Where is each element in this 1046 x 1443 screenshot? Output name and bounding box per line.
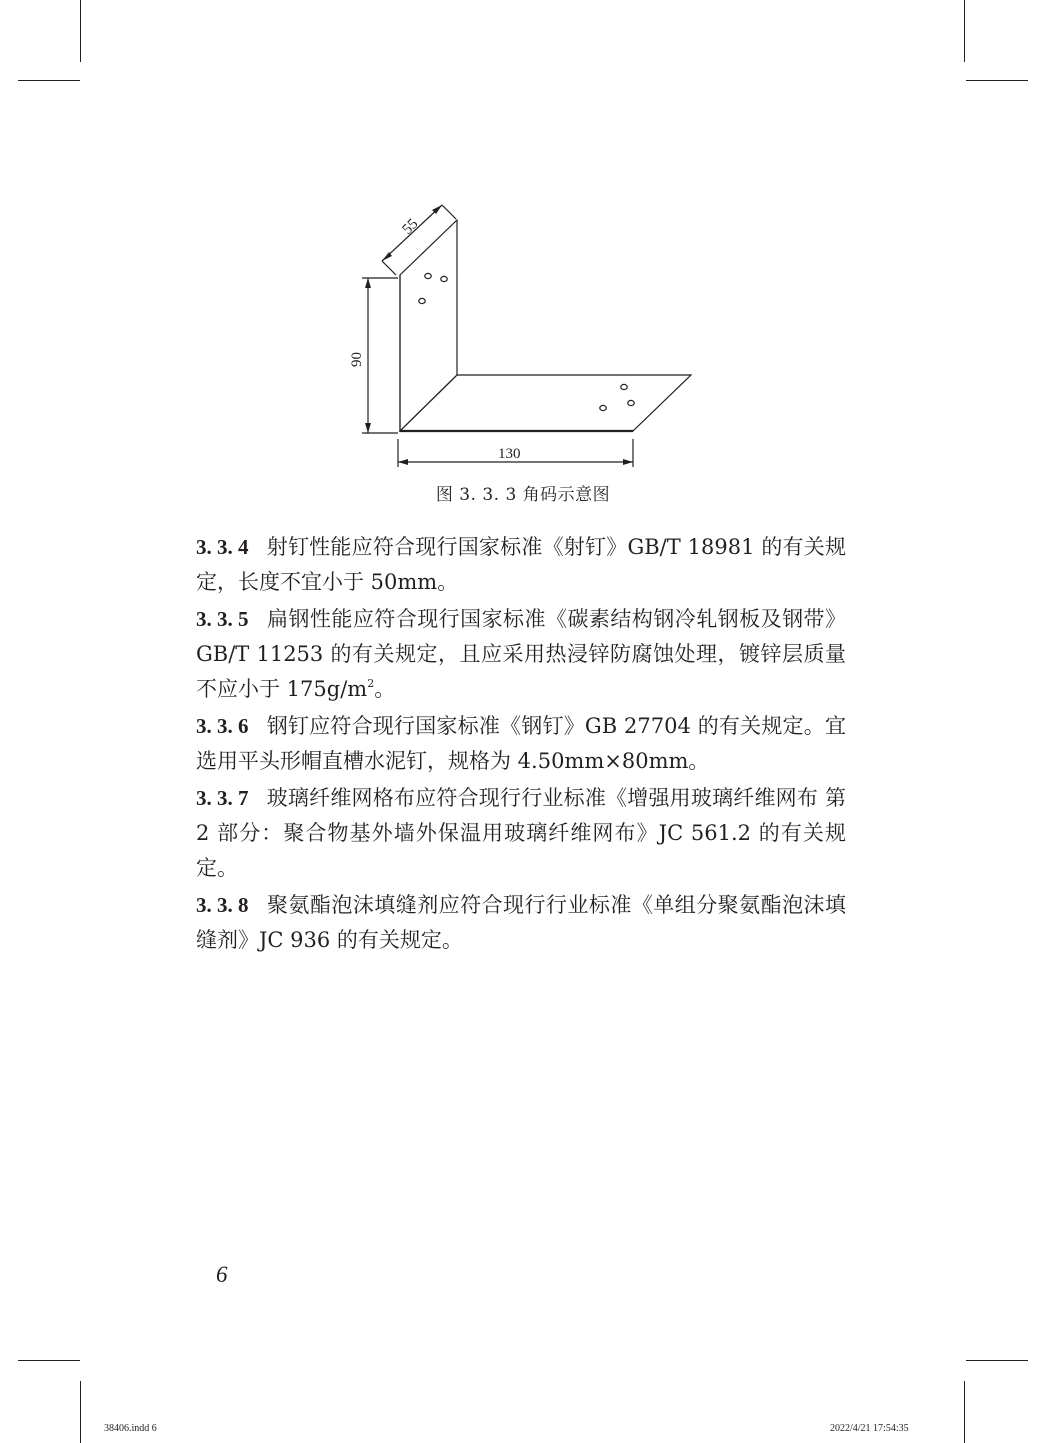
dimension-width-label: 55	[399, 215, 422, 238]
bracket-horizontal-leg	[400, 375, 691, 431]
clause-text: 聚氨酯泡沫填缝剂应符合现行行业标准《单组分聚氨酯泡沫填缝剂》JC 936 的有关规定。	[196, 893, 846, 952]
clause-text: 扁钢性能应符合现行国家标准《碳素结构钢冷轧钢板及钢带》GB/T 11253 的有关规定，且应采用热浸锌防腐蚀处理，镀锌层质量不应小于 175g/m	[196, 607, 846, 701]
page-number: 6	[216, 1262, 228, 1287]
angle-bracket-diagram	[340, 195, 710, 480]
crop-mark	[964, 0, 965, 62]
clause-3-3-5	[196, 602, 846, 707]
crop-mark	[18, 1360, 80, 1361]
clause-number: 3. 3. 6	[196, 714, 249, 738]
crop-mark	[80, 1381, 81, 1443]
clause-text: 射钉性能应符合现行国家标准《射钉》GB/T 18981 的有关规定，长度不宜小于 50mm。	[196, 535, 846, 594]
clause-3-3-6	[196, 709, 846, 779]
nail-hole	[628, 400, 634, 405]
clause-list	[196, 530, 846, 958]
crop-mark	[964, 1381, 965, 1443]
clause-3-3-4	[196, 530, 846, 600]
clause-number: 3. 3. 5	[196, 607, 249, 631]
clause-3-3-8	[196, 888, 846, 958]
clause-tail: 。	[374, 677, 396, 701]
clause-number: 3. 3. 4	[196, 535, 249, 559]
crop-mark	[966, 1360, 1028, 1361]
superscript: 2	[367, 677, 375, 690]
nail-hole	[425, 273, 431, 278]
bracket-vertical-leg	[400, 220, 457, 431]
nail-hole	[621, 384, 627, 389]
clause-text: 钢钉应符合现行国家标准《钢钉》GB 27704 的有关规定。宜选用平头形帽直槽水泥钉，规格为 4.50mm×80mm。	[196, 714, 846, 773]
crop-mark	[80, 0, 81, 62]
crop-mark	[18, 80, 80, 81]
nail-hole	[441, 276, 447, 281]
clause-text: 玻璃纤维网格布应符合现行行业标准《增强用玻璃纤维网布 第 2 部分：聚合物基外墙外保温用玻璃纤维网布》JC 561.2 的有关规定。	[196, 786, 846, 880]
nail-hole	[600, 405, 606, 410]
clause-3-3-7	[196, 781, 846, 886]
slug-filename: 38406.indd 6	[104, 1423, 157, 1434]
nail-hole	[419, 298, 425, 303]
clause-number: 3. 3. 8	[196, 893, 249, 917]
clause-number: 3. 3. 7	[196, 786, 249, 810]
crop-mark	[966, 80, 1028, 81]
dimension-length-label: 130	[498, 446, 521, 462]
dimension-height-label: 90	[349, 352, 365, 367]
slug-timestamp: 2022/4/21 17:54:35	[830, 1423, 909, 1434]
figure-caption: 图 3. 3. 3 角码示意图	[435, 485, 611, 505]
